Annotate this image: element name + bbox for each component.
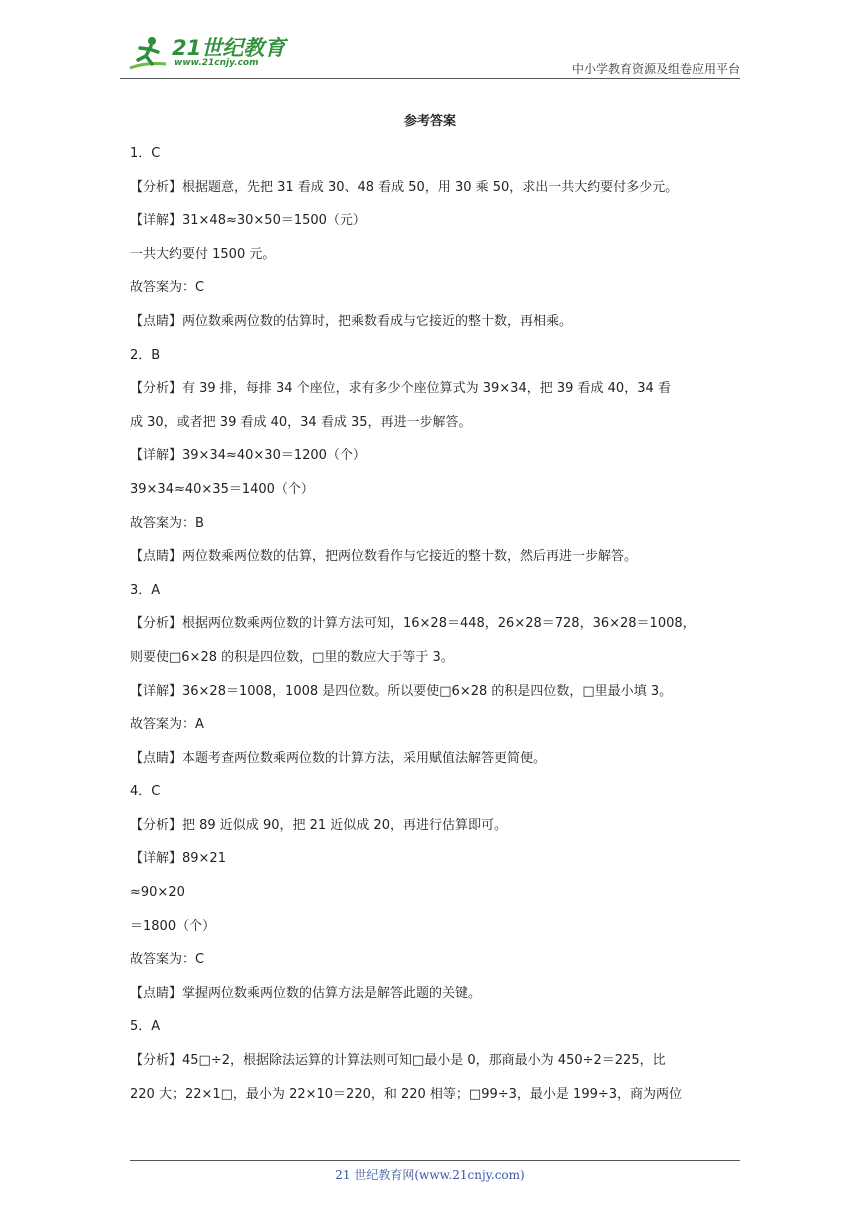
answer-content <box>130 110 730 1119</box>
header-divider <box>120 78 740 79</box>
answer-line: 故答案为：A <box>130 717 204 733</box>
answer-line: 3．A <box>130 582 161 598</box>
answer-line: 2．B <box>130 347 161 363</box>
page-header <box>120 28 740 80</box>
answer-line: 1．C <box>130 146 161 161</box>
answer-lines <box>130 145 730 1103</box>
answer-line: 故答案为：C <box>130 952 205 968</box>
logo-text: 21世纪教育 <box>172 36 286 60</box>
answer-line: 【详解】89×21 <box>130 851 226 867</box>
answer-line: 【详解】36×28＝1008，1008 是四位数。所以要使□6×28 的积是四位数，□里最小填 3。 <box>130 683 673 699</box>
answer-line: 【详解】39×34≈40×30＝1200（个） <box>130 448 366 464</box>
answer-line: 一共大约要付 1500 元。 <box>130 246 276 262</box>
header-platform-text: 中小学教育资源及组卷应用平台 <box>571 62 740 76</box>
answer-line: 220 大；22×1□，最小为 22×10＝220，和 220 相等；□99÷3，最小是 199÷3，商为两位 <box>130 1086 683 1102</box>
answer-line: 【点睛】两位数乘两位数的估算时，把乘数看成与它接近的整十数，再相乘。 <box>130 313 573 329</box>
answer-line: 故答案为：B <box>130 515 204 531</box>
answer-line: 【点睛】本题考查两位数乘两位数的计算方法，采用赋值法解答更简便。 <box>130 750 547 766</box>
footer-link[interactable]: 21 世纪教育网(www.21cnjy.com) <box>335 1168 525 1182</box>
answer-line: 故答案为：C <box>130 280 205 296</box>
answer-line: 【点睛】掌握两位数乘两位数的估算方法是解答此题的关键。 <box>130 985 482 1001</box>
answer-line: 39×34≈40×35＝1400（个） <box>130 481 314 497</box>
answer-line: ≈90×20 <box>130 885 185 901</box>
answer-line: 【详解】31×48≈30×50＝1500（元） <box>130 213 366 229</box>
logo-url: www.21cnjy.com <box>174 58 259 68</box>
runner-logo-icon <box>126 34 170 74</box>
answer-line: 【分析】根据两位数乘两位数的计算方法可知，16×28＝448，26×28＝728，36×28＝1008， <box>130 616 696 632</box>
answer-line: 4．C <box>130 784 161 800</box>
answer-line: 【分析】45□÷2，根据除法运算的计算法则可知□最小是 0，那商最小为 450÷2＝225，比 <box>130 1053 666 1069</box>
answer-line: 【点睛】两位数乘两位数的估算，把两位数看作与它接近的整十数，然后再进一步解答。 <box>130 549 638 565</box>
answer-line: 成 30，或者把 39 看成 40，34 看成 35，再进一步解答。 <box>130 414 472 430</box>
page-title: 参考答案 <box>403 114 456 129</box>
answer-line: 【分析】把 89 近似成 90，把 21 近似成 20，再进行估算即可。 <box>130 817 507 833</box>
answer-line: 【分析】根据题意，先把 31 看成 30、48 看成 50，用 30 乘 50，求出一共大约要付多少元。 <box>130 179 679 195</box>
answer-line: ＝1800（个） <box>130 918 216 934</box>
footer-divider <box>130 1160 740 1161</box>
logo <box>120 28 300 80</box>
answer-line: 【分析】有 39 排，每排 34 个座位，求有多少个座位算式为 39×34，把 39 看成 40，34 看 <box>130 381 671 397</box>
answer-line: 5．A <box>130 1019 161 1035</box>
answer-line: 则要使□6×28 的积是四位数，□里的数应大于等于 3。 <box>130 649 454 665</box>
